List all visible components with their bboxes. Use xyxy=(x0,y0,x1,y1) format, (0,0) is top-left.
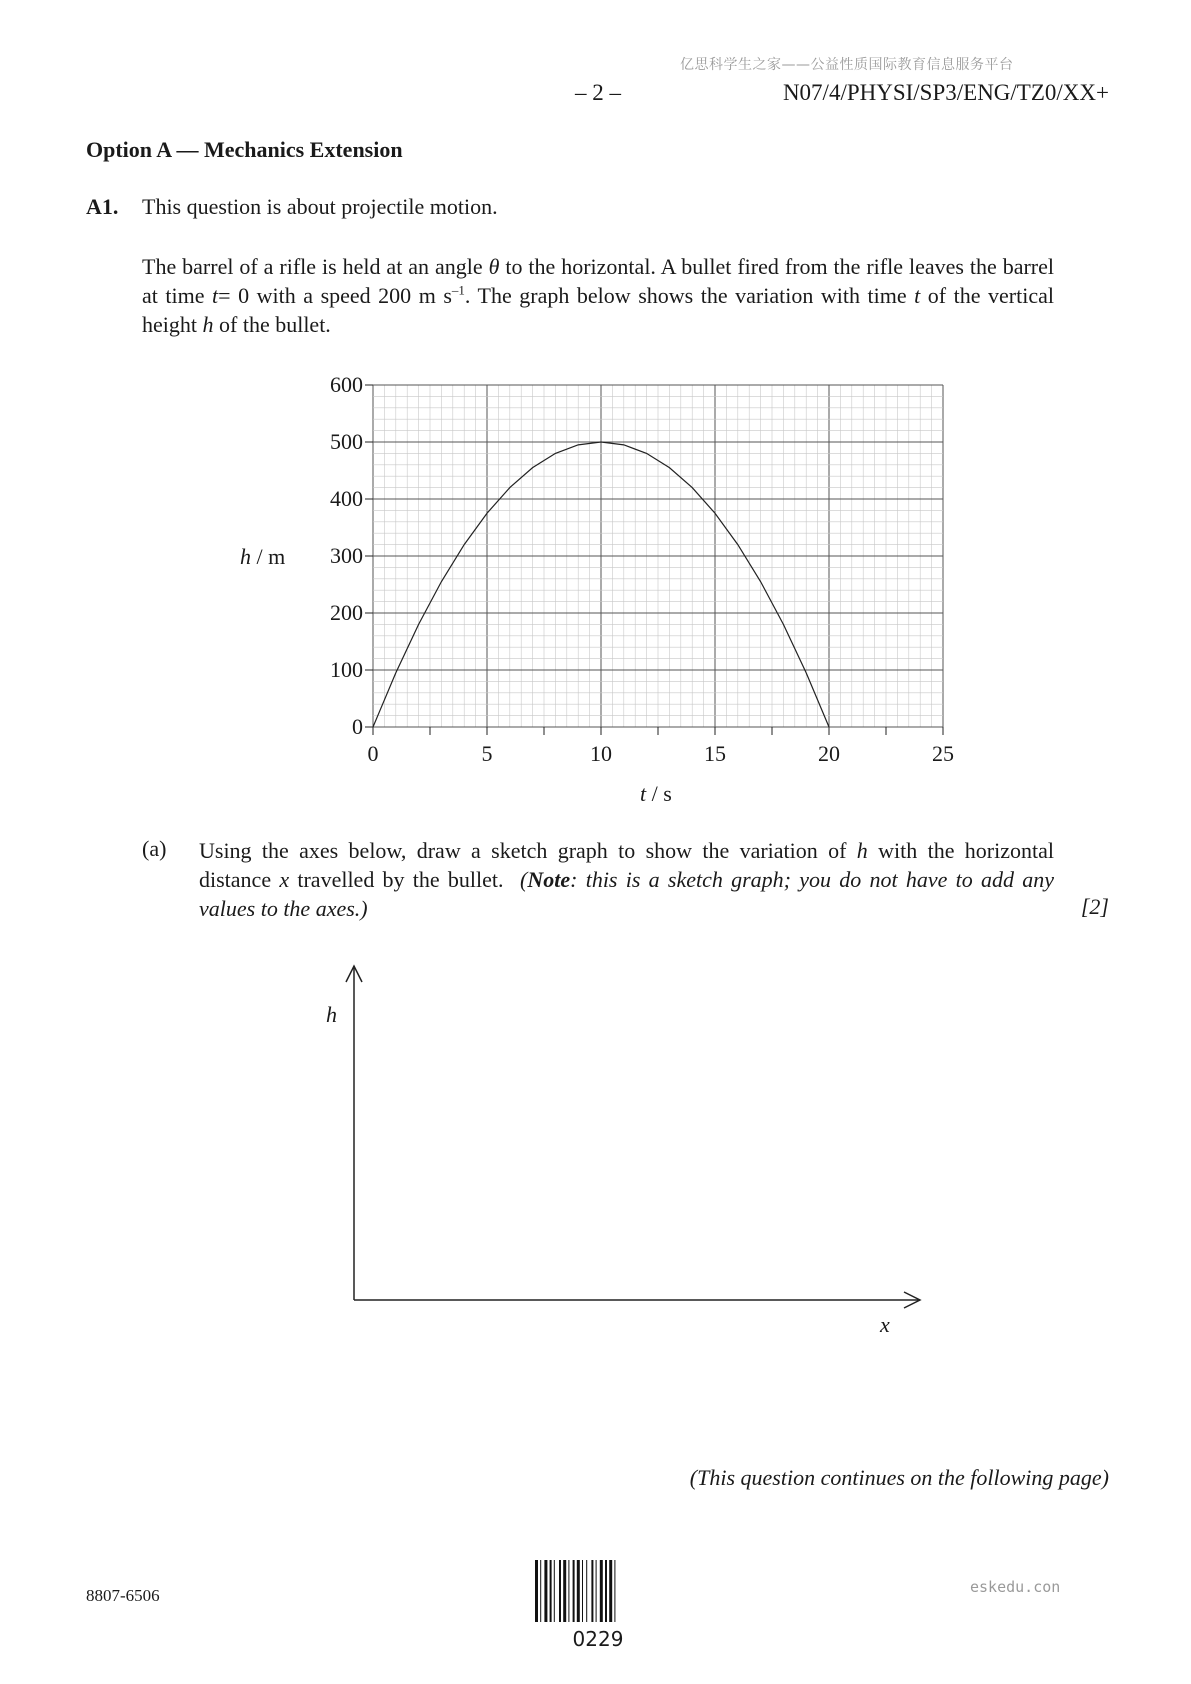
y-tick-label: 300 xyxy=(330,543,363,568)
barcode-bar xyxy=(568,1560,569,1622)
barcode-bar xyxy=(535,1560,538,1622)
chart-grid xyxy=(373,385,943,727)
section-title: Option A — Mechanics Extension xyxy=(86,137,403,162)
part-a-marks: [2] xyxy=(1080,894,1109,919)
x-tick-label: 0 xyxy=(367,741,379,766)
barcode-bar xyxy=(591,1560,593,1622)
barcode-bar xyxy=(563,1560,566,1622)
barcode-bar xyxy=(559,1560,561,1622)
paper-code: N07/4/PHYSI/SP3/ENG/TZ0/XX+ xyxy=(782,80,1109,105)
barcode-bar xyxy=(573,1560,575,1622)
x-tick-label: 25 xyxy=(932,741,954,766)
barcode-number: 0229 xyxy=(572,1627,624,1651)
y-tick-label: 100 xyxy=(330,657,363,682)
barcode-bar xyxy=(614,1560,615,1622)
barcode-bar xyxy=(544,1560,547,1622)
y-axis-label: h / m xyxy=(240,544,286,569)
barcode-icon xyxy=(533,1560,663,1624)
barcode-bar xyxy=(582,1560,583,1622)
barcode-bar xyxy=(540,1560,541,1622)
height-time-chart xyxy=(200,365,960,815)
chart-ticks xyxy=(365,385,943,735)
y-tick-label: 400 xyxy=(330,486,363,511)
sketch-y-label: h xyxy=(326,1002,337,1027)
barcode-bar xyxy=(596,1560,597,1622)
continues-note: (This question continues on the following page) xyxy=(689,1465,1109,1490)
question-label: A1. xyxy=(86,194,119,219)
sketch-x-label: x xyxy=(880,1312,890,1337)
barcode-bar xyxy=(577,1560,580,1622)
sketch-axes[interactable] xyxy=(310,960,930,1340)
barcode-bar xyxy=(550,1560,552,1622)
x-axis-label: t / s xyxy=(640,781,672,806)
x-tick-label: 20 xyxy=(818,741,840,766)
x-tick-label: 15 xyxy=(704,741,726,766)
barcode-bar xyxy=(609,1560,612,1622)
question-paragraph: The barrel of a rifle is held at an angle θ to the horizontal. A bullet fired from the rifle leaves the barrel at time t= 0 with a speed 200 m $s^{-1}$. The graph below shows the variation with time t of the vertical height h of the bullet. xyxy=(142,254,1054,337)
y-tick-label: 200 xyxy=(330,600,363,625)
x-tick-label: 5 xyxy=(481,741,493,766)
watermark-text: 亿思科学生之家——公益性质国际教育信息服务平台 xyxy=(680,57,1014,73)
site-watermark: eskedu.con xyxy=(970,1578,1061,1596)
barcode xyxy=(533,1560,663,1651)
barcode-bar xyxy=(554,1560,555,1622)
x-tick-label: 10 xyxy=(590,741,612,766)
part-a-label: (a) xyxy=(142,836,167,861)
barcode-bar xyxy=(586,1560,587,1622)
page-number: – 2 – xyxy=(575,80,621,105)
barcode-bar xyxy=(605,1560,607,1622)
y-tick-label: 500 xyxy=(330,429,363,454)
barcode-bar xyxy=(600,1560,603,1622)
y-tick-label: 600 xyxy=(330,372,363,397)
chart-axis-labels xyxy=(330,372,954,766)
part-a-text: Using the axes below, draw a sketch graph to show the variation of h with the horizontal distance x travelled by the bullet. (Note: this is a sketch graph; you do not have to add any values to the axes.) xyxy=(199,838,1055,921)
theta-symbol: θ xyxy=(488,254,500,279)
y-tick-label: 0 xyxy=(352,714,363,739)
exam-code: 8807-6506 xyxy=(86,1586,160,1605)
question-intro: This question is about projectile motion. xyxy=(142,194,498,219)
